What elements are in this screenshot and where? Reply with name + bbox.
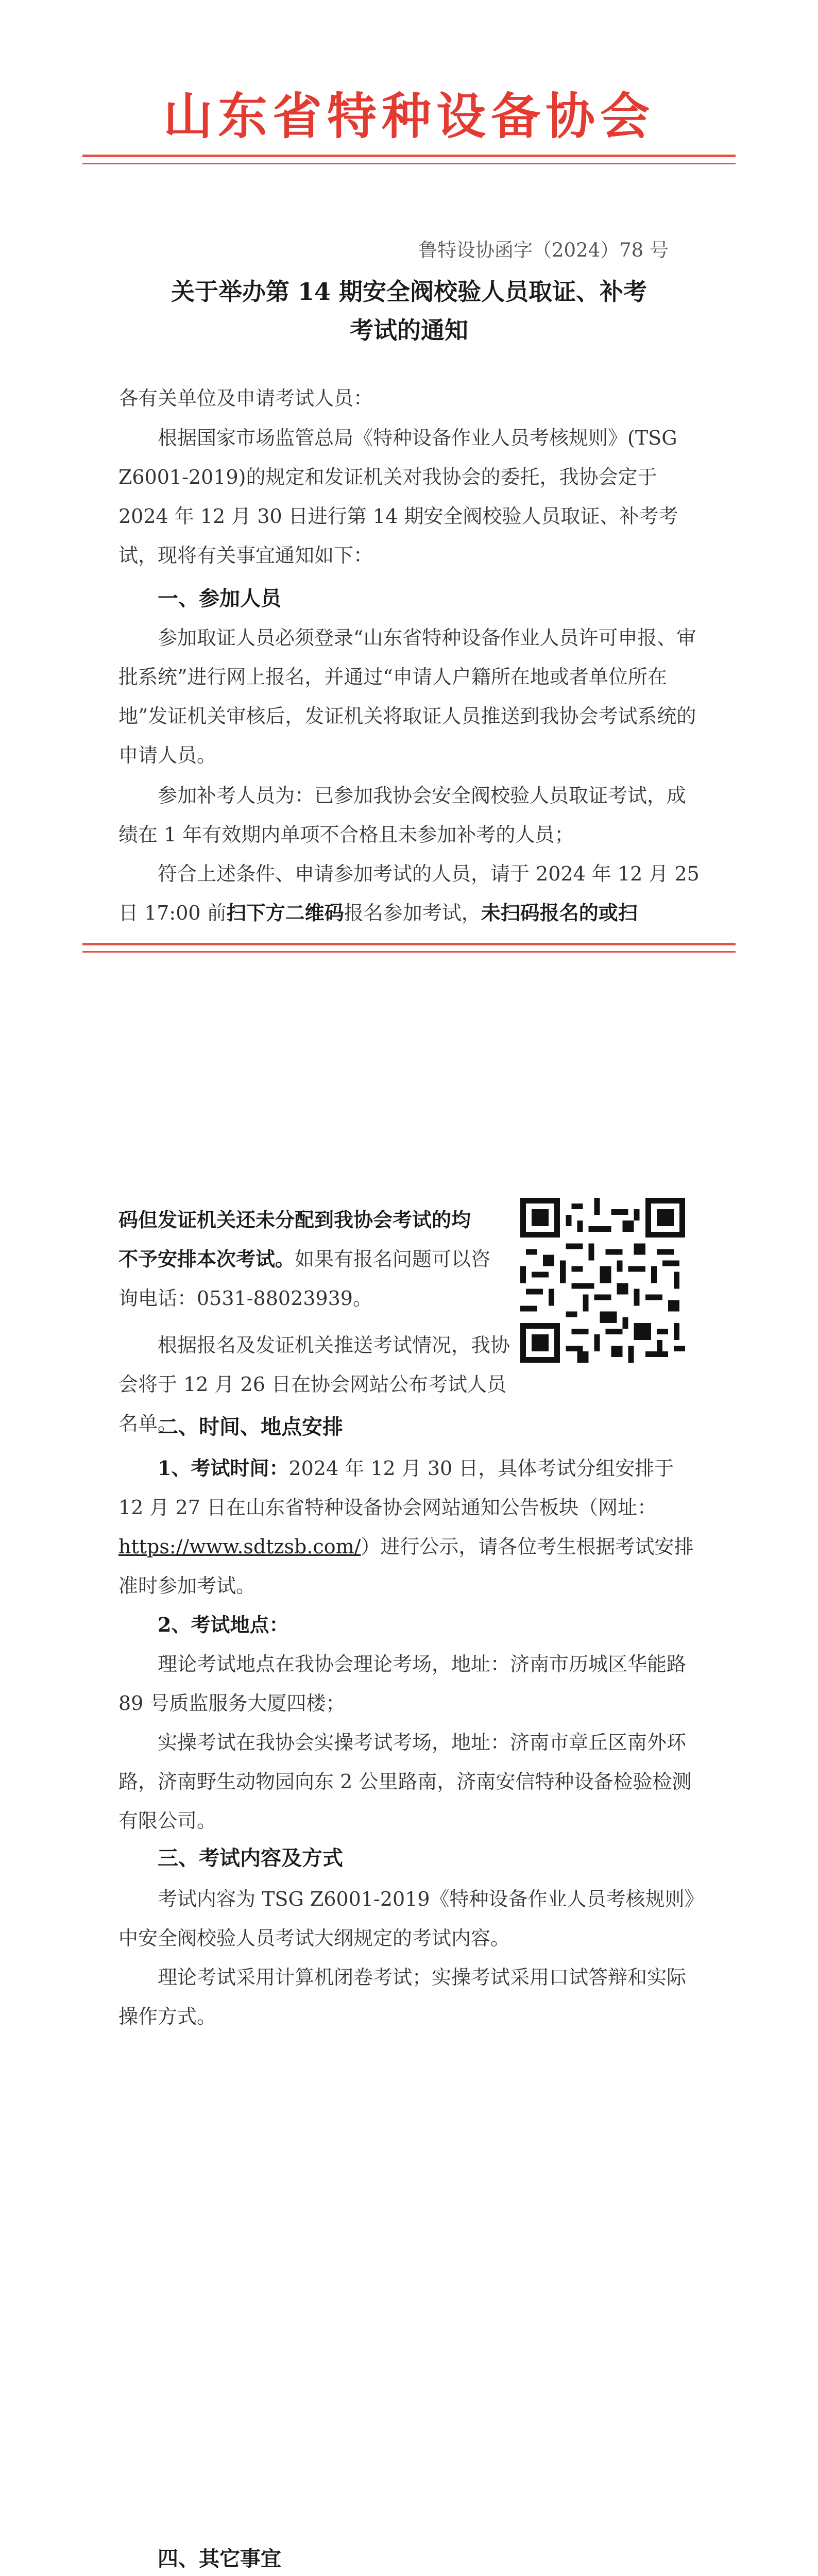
doc-title-line1: 关于举办第 14 期安全阀校验人员取证、补考: [171, 278, 647, 306]
section3-heading: 三、考试内容及方式: [158, 1846, 343, 1870]
section3-paragraph1: 考试内容为 TSG Z6001-2019《特种设备作业人员考核规则》中安全阀校验人员考试大纲规定的考试内容。: [118, 1888, 694, 1950]
section2-heading: 二、时间、地点安排: [158, 1415, 343, 1439]
section2-exam-time: 1、考试时间：2024 年 12 月 30 日，具体考试分组安排于 12 月 27 日在山东省特种设备协会网站通知公告板块（网址：https://www.sdtzsb.com/）进行公示，请各位考生根据考试安排准时参加考试。: [118, 1456, 694, 1597]
page1-footer-divider-bottom: [82, 951, 736, 953]
intro-paragraph: 根据国家市场监管总局《特种设备作业人员考核规则》(TSG Z6001-2019)的规定和发证机关对我协会的委托，我协会定于 2024 年 12 月 30 日进行第 14 期安全阀校验人员取证、补考考试，现将有关事宜通知如下：: [118, 427, 678, 567]
salutation: 各有关单位及申请考试人员：: [118, 387, 373, 410]
section1-heading: 一、参加人员: [158, 586, 281, 611]
section1-paragraph1: 参加取证人员必须登录“山东省特种设备作业人员许可申报、审批系统”进行网上报名，并通过“申请人户籍所在地或者单位所在地”发证机关审核后，发证机关将取证人员推送到我协会考试系统的申请人员。: [118, 626, 696, 767]
header-divider-top: [82, 155, 736, 157]
section1-paragraph2: 参加补考人员为：已参加我协会安全阀校验人员取证考试，成绩在 1 年有效期内单项不合格且未参加补考的人员；: [118, 784, 687, 846]
section2-theory-location: 理论考试地点在我协会理论考场，地址：济南市历城区华能路 89 号质监服务大厦四楼；: [118, 1653, 687, 1715]
registration-qr-code[interactable]: [520, 1198, 685, 1363]
section4-heading: 四、其它事宜: [158, 2547, 281, 2571]
section2-exam-place: 2、考试地点：: [158, 1613, 289, 1636]
header-divider-bottom: [82, 163, 736, 164]
section1-paragraph3: 符合上述条件、申请参加考试的人员，请于 2024 年 12 月 25 日 17:00 前扫下方二维码报名参加考试，未扫码报名的或扫: [118, 862, 700, 924]
org-title: 山东省特种设备协会: [163, 87, 655, 145]
page2-continuation: 码但发证机关还未分配到我协会考试的均 不予安排本次考试。如果有报名问题可以咨 询电话：0531-88023939。: [118, 1208, 491, 1310]
qr-instruction: 扫下方二维码: [226, 901, 344, 924]
page1-footer-divider-top: [82, 943, 736, 945]
doc-title-line2: 考试的通知: [350, 316, 468, 344]
page2-paragraph2: 根据报名及发证机关推送考试情况，我协会将于 12 月 26 日在协会网站公布考试人员名单。: [118, 1334, 510, 1435]
section2-practical-location: 实操考试在我协会实操考试考场，地址：济南市章丘区南外环路，济南野生动物园向东 2 公里路南，济南安信特种设备检验检测有限公司。: [118, 1731, 692, 1832]
association-website-link[interactable]: https://www.sdtzsb.com/: [118, 1535, 361, 1558]
doc-number: 鲁特设协函字（2024）78 号: [418, 239, 669, 261]
section3-paragraph2: 理论考试采用计算机闭卷考试；实操考试采用口试答辩和实际操作方式。: [118, 1966, 687, 2028]
